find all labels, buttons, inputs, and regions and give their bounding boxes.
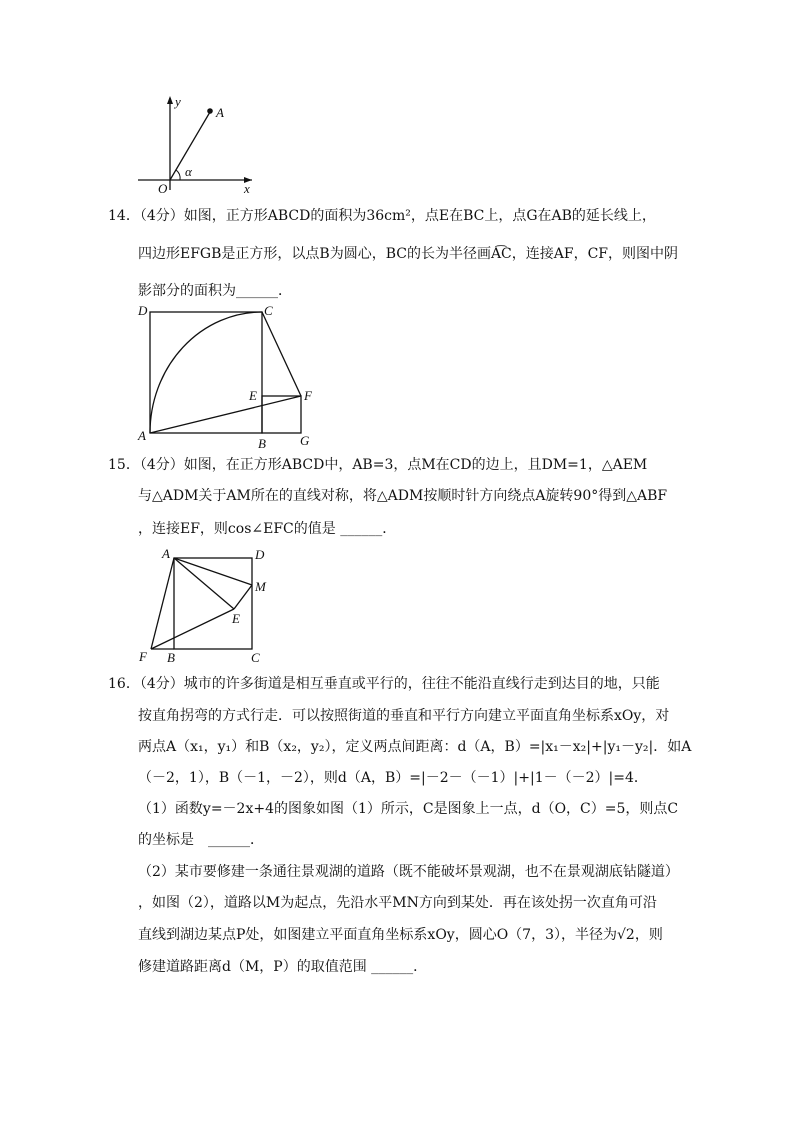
q14-label-g: G bbox=[300, 433, 310, 448]
q16-line7: （2）某市要修建一条通往景观湖的道路（既不能破坏景观湖，也不在景观湖底钻隧道） bbox=[138, 864, 679, 880]
q16-line4: （－2，1），B（－1，－2），则d（A，B）=|－2－（－1）|+|1－（－2）|=4． bbox=[138, 770, 648, 786]
q14-label-d: D bbox=[138, 303, 148, 318]
q15-line2: 与△ADM关于AM所在的直线对称，将△ADM按顺时针方向绕点A旋转90°得到△ABF bbox=[138, 488, 668, 504]
q16-line8: ，如图（2），道路以M为起点，先沿水平MN方向到某处．再在该处拐一次直角可沿 bbox=[138, 895, 657, 911]
q16-line10: 修建道路距离d（M，P）的取值范围 ______． bbox=[138, 959, 428, 975]
q14-label-a: A bbox=[138, 428, 146, 443]
q14-square-figure bbox=[134, 300, 324, 452]
q15-label-a: A bbox=[162, 546, 170, 561]
q14-line1: 14．（4分）如图，正方形ABCD的面积为36cm²，点E在BC上，点G在AB的延长线上， bbox=[108, 208, 656, 224]
q14-label-f: F bbox=[304, 388, 312, 403]
q16-line2: 按直角拐弯的方式行走．可以按照街道的垂直和平行方向建立平面直角坐标系xOy，对 bbox=[138, 708, 670, 724]
q14-label-c: C bbox=[264, 303, 273, 318]
q15-label-d: D bbox=[255, 547, 265, 562]
origin-label: O bbox=[158, 181, 168, 196]
q14-line3: 影部分的面积为______． bbox=[138, 283, 292, 299]
q15-label-b: B bbox=[167, 650, 175, 665]
q15-label-c: C bbox=[251, 650, 260, 665]
q14-label-b: B bbox=[258, 436, 266, 451]
q15-label-e: E bbox=[232, 611, 240, 626]
y-axis-label: y bbox=[175, 94, 181, 109]
q15-square-figure bbox=[134, 545, 284, 669]
q14-line2: 四边形EFGB是正方形，以点B为圆心，BC的长为半径画A͡C，连接AF，CF，则图中阴 bbox=[138, 246, 679, 262]
q16-line6: 的坐标是 ______． bbox=[138, 832, 264, 848]
q16-line1: 16．（4分）城市的许多街道是相互垂直或平行的，往往不能沿直线行走到达目的地，只能 bbox=[108, 676, 660, 692]
q16-line9: 直线到湖边某点P处，如图建立平面直角坐标系xOy，圆心O（7，3），半径为√2，则 bbox=[138, 927, 663, 943]
q16-line5: （1）函数y=－2x+4的图象如图（1）所示，C是图象上一点，d（O，C）=5，则点C bbox=[138, 801, 679, 817]
q14-label-e: E bbox=[249, 388, 257, 403]
q16-line3: 两点A（x₁，y₁）和B（x₂，y₂），定义两点间距离：d（A，B）=|x₁－x₂|+|y₁－y₂|．如A bbox=[138, 739, 692, 755]
angle-figure bbox=[130, 92, 260, 196]
q15-line1: 15．（4分）如图，在正方形ABCD中，AB=3，点M在CD的边上，且DM=1，△AEM bbox=[108, 457, 648, 473]
q15-label-m: M bbox=[255, 579, 266, 594]
alpha-label: α bbox=[185, 164, 192, 179]
x-axis-label: x bbox=[244, 181, 250, 196]
q15-line3: ，连接EF，则cos∠EFC的值是 ______． bbox=[138, 521, 397, 537]
q15-label-f: F bbox=[139, 649, 147, 664]
point-a-label: A bbox=[216, 105, 224, 120]
